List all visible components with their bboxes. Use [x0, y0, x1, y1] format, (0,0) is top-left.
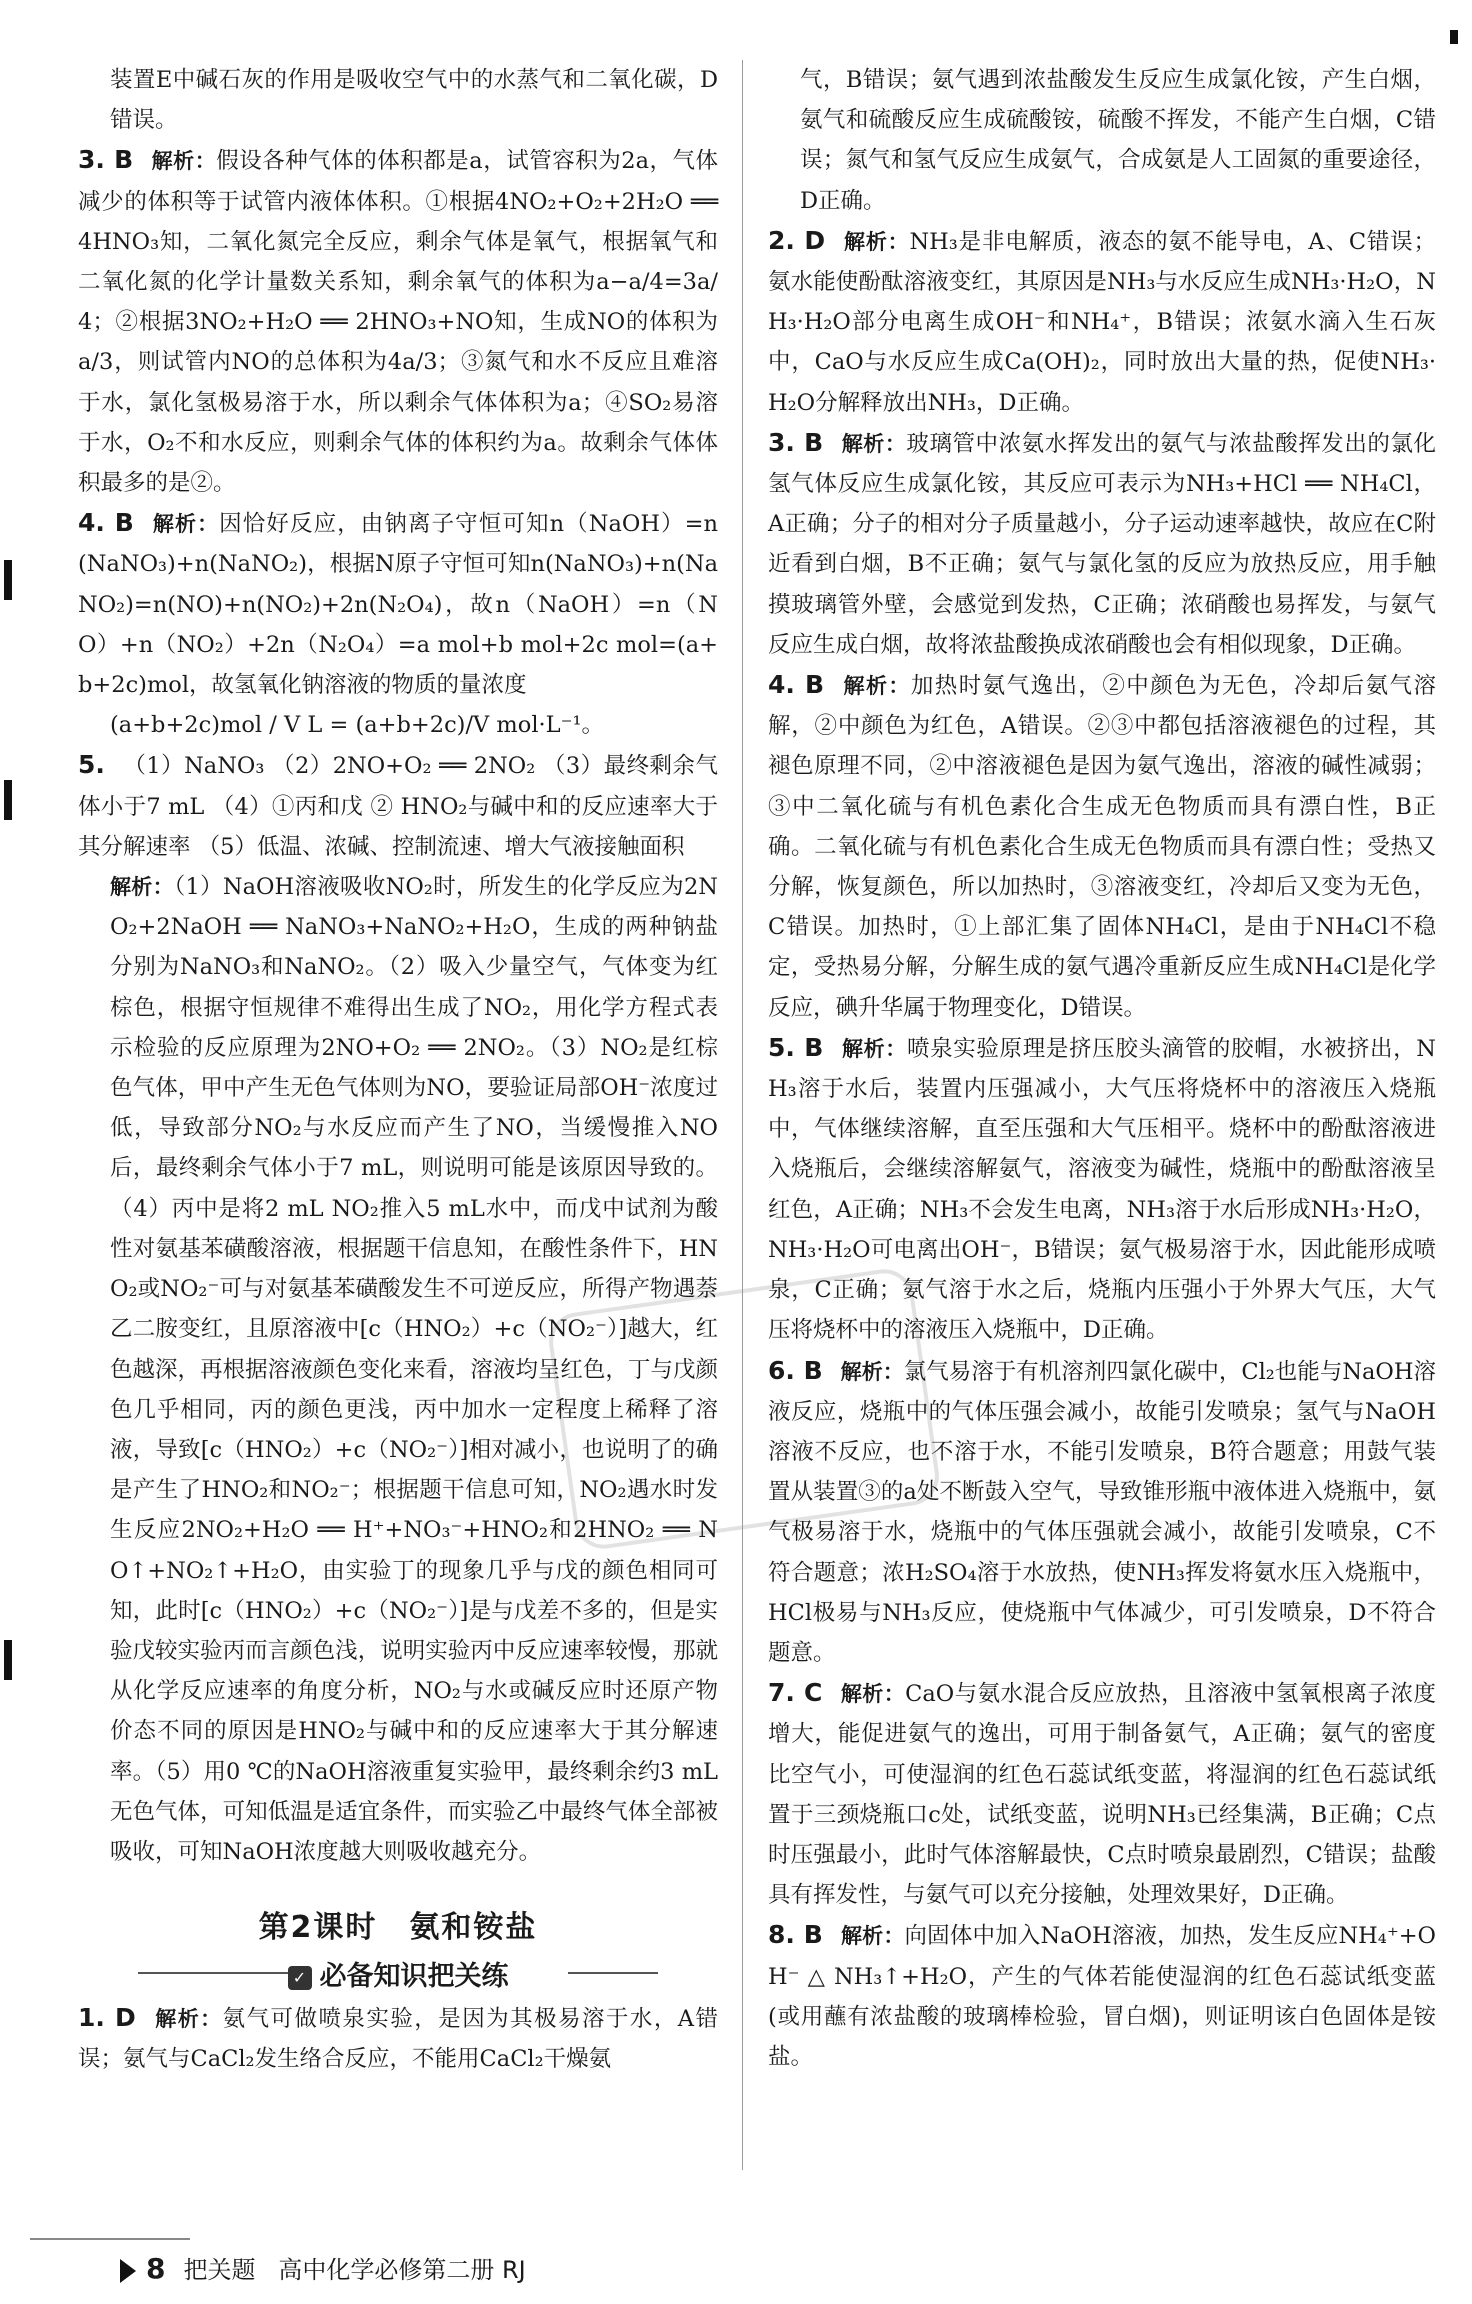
answer-number: 2. D	[768, 225, 826, 255]
answer-number: 6. B	[768, 1355, 823, 1385]
answer-item-7	[768, 1673, 1436, 1915]
analysis-text: 喷泉实验原理是挤压胶头滴管的胶帽，水被挤出，NH₃溶于水后，装置内压强减小，大气压将烧杯中的溶液压入烧瓶中，气体继续溶解，直至压强和大气压相平。烧杯中的酚酞溶液进入烧瓶后，会继续溶解氨气，溶液变为碱性，烧瓶中的酚酞溶液呈红色，A正确；NH₃不会发生电离，NH₃溶于水后形成NH₃·H₂O，NH₃·H₂O可电离出OH⁻，B错误；氨气极易溶于水，因此能形成喷泉，C正确；氨气溶于水之后，烧瓶内压强小于外界大气压，大气压将烧杯中的溶液压入烧瓶中，D正确。	[768, 1035, 1436, 1344]
answer-number: 5.	[78, 750, 105, 780]
answer-number: 3. B	[768, 427, 824, 457]
analysis-tag: 解析：	[843, 229, 910, 254]
analysis-tag: 解析：	[151, 512, 220, 537]
concentration-formula: (a+b+2c)mol / V L = (a+b+2c)/V mol·L⁻¹。	[110, 712, 605, 739]
lesson-title: 第2课时 氨和铵盐	[258, 1910, 538, 1946]
book-name: 把关题	[183, 2256, 256, 2284]
page-footer	[120, 2250, 526, 2285]
right-column	[768, 60, 1436, 2077]
analysis-tag: 解析：	[840, 1359, 904, 1384]
answer-text: （1）NaNO₃ （2）2NO+O₂ ══ 2NO₂ （3）最终剩余气体小于7 mL （4）①丙和戊 ② HNO₂与碱中和的反应速率大于其分解速率 （5）低温、浓碱、控制流速、增大气液接触面积	[78, 753, 718, 860]
answer-item-5	[78, 745, 718, 867]
analysis-tag: 解析：	[153, 2007, 223, 2032]
divider	[568, 1972, 658, 1974]
checklist-icon: ✓	[288, 1966, 312, 1990]
analysis-text: 氯气易溶于有机溶剂四氯化碳中，Cl₂也能与NaOH溶液反应，烧瓶中的气体压强会减小，故能引发喷泉；氢气与NaOH溶液不反应，也不溶于水，不能引发喷泉，B符合题意；用鼓气装置从装置③的a处不断鼓入空气，导致锥形瓶中液体进入烧瓶中，氨气极易溶于水，烧瓶中的气体压强就会减小，故能引发喷泉，C不符合题意；浓H₂SO₄溶于水放热，使NH₃挥发将氨水压入烧瓶中，HCl极易与NH₃反应，使烧瓶中气体减少，可引发喷泉，D不符合题意。	[768, 1358, 1437, 1666]
analysis-text: 玻璃管中浓氨水挥发出的氨气与浓盐酸挥发出的氯化氢气体反应生成氯化铵，其反应可表示为NH₃+HCl ══ NH₄Cl，A正确；分子的相对分子质量越小，分子运动速率越快，故应在C附近看到白烟，B不正确；氨气与氯化氢的反应为放热反应，用手触摸玻璃管外壁，会感觉到发热，C正确；浓硝酸也易挥发，与氨气反应生成白烟，故将浓盐酸换成浓硝酸也会有相似现象，D正确。	[768, 430, 1436, 658]
footer-rule	[30, 2238, 190, 2240]
analysis-tag: 解析：	[842, 674, 911, 699]
answer-item-6	[768, 1351, 1436, 1674]
answer-number: 8. B	[768, 1920, 823, 1950]
analysis-tag: 解析：	[841, 1036, 907, 1061]
analysis-text: 加热时氨气逸出，②中颜色为无色，冷却后氨气溶解，②中颜色为红色，A错误。②③中都包括溶液褪色的过程，其褪色原理不同，②中溶液褪色是因为氨气逸出，溶液的碱性减弱；③中二氧化硫与有机色素化合生成无色物质而具有漂白性，B正确。二氧化硫与有机色素化合生成无色物质而具有漂白性；受热又分解，恢复颜色，所以加热时，③溶液变红，冷却后又变为无色，C错误。加热时，①上部汇集了固体NH₄Cl，是由于NH₄Cl不稳定，受热易分解，分解生成的氨气遇冷重新反应生成NH₄Cl是化学反应，碘升华属于物理变化，D错误。	[768, 673, 1436, 1021]
analysis-text: NH₃是非电解质，液态的氨不能导电，A、C错误；氨水能使酚酞溶液变红，其原因是NH₃与水反应生成NH₃·H₂O，NH₃·H₂O部分电离生成OH⁻和NH₄⁺，B错误；浓氨水滴入生石灰中，CaO与水反应生成Ca(OH)₂，同时放出大量的热，促使NH₃·H₂O分解释放出NH₃，D正确。	[768, 228, 1437, 416]
analysis-text: （1）NaOH溶液吸收NO₂时，所发生的化学反应为2NO₂+2NaOH ══ NaNO₃+NaNO₂+H₂O，生成的两种钠盐分别为NaNO₃和NaNO₂。（2）吸入少量空气，气体变为红棕色，根据守恒规律不难得出生成了NO₂，用化学方程式表示检验的反应原理为2NO+O₂ ══ 2NO₂。（3）NO₂是红棕色气体，甲中产生无色气体则为NO，要验证局部OH⁻浓度过低，导致部分NO₂与水反应而产生了NO，当缓慢推入NO后，最终剩余气体小于7 mL，则说明可能是该原因导致的。（4）丙中是将2 mL NO₂推入5 mL水中，而戊中试剂为酸性对氨基苯磺酸溶液，根据题干信息知，在酸性条件下，HNO₂或NO₂⁻可与对氨基苯磺酸发生不可逆反应，所得产物遇萘乙二胺变红，且原溶液中[c（HNO₂）+c（NO₂⁻）]越大，红色越深，再根据溶液颜色变化来看，溶液均呈红色，丁与戊颜色几乎相同，丙的颜色更浅，丙中加水一定程度上稀释了溶液，导致[c（HNO₂）+c（NO₂⁻）]相对减小，也说明了的确是产生了HNO₂和NO₂⁻；根据题干信息可知，NO₂遇水时发生反应2NO₂+H₂O ══ H⁺+NO₃⁻+HNO₂和2HNO₂ ══ NO↑+NO₂↑+H₂O，由实验丁的现象几乎与戊的颜色相同可知，此时[c（HNO₂）+c（NO₂⁻）]是与戊差不多的，但是实验戊较实验丙而言颜色浅，说明实验丙中反应速率较慢，那就从化学反应速率的角度分析，NO₂与水或碱反应时还原产物价态不同的原因是HNO₂与碱中和的反应速率大于其分解速率。（5）用0 ℃的NaOH溶液重复实验甲，最终剩余约3 mL无色气体，可知低温是适宜条件，而实验乙中最终气体全部被吸收，可知NaOH浓度越大则吸收越充分。	[110, 874, 718, 1865]
answer-item-3	[768, 423, 1436, 665]
right-continuation: 气，B错误；氨气遇到浓盐酸发生反应生成氯化铵，产生白烟，氨气和硫酸反应生成硫酸铵，硫酸不挥发，不能产生白烟，C错误；氮气和氢气反应生成氨气，合成氨是人工固氮的重要途径，D正确。	[800, 67, 1436, 214]
analysis-tag: 解析：	[841, 431, 907, 456]
answer-item-4	[768, 665, 1436, 1028]
answer-item-8	[768, 1915, 1436, 2077]
answer-number: 5. B	[768, 1032, 824, 1062]
answer-item-5-analysis	[78, 867, 718, 1872]
answer-item-5	[768, 1028, 1436, 1351]
analysis-text: 假设各种气体的体积都是a，试管容积为2a，气体减少的体积等于试管内液体体积。①根据4NO₂+O₂+2H₂O ══ 4HNO₃知，二氧化氮完全反应，剩余气体是氧气，根据氧气和二氧化氮的化学计量数关系知，剩余氧气的体积为a−a/4=3a/4；②根据3NO₂+H₂O ══ 2HNO₃+NO知，生成NO的体积为a/3，则试管内NO的总体积为4a/3；③氮气和水不反应且难溶于水，氯化氢极易溶于水，所以剩余气体体积为a；④SO₂易溶于水，O₂不和水反应，则剩余气体的体积约为a。故剩余气体体积最多的是②。	[78, 148, 718, 497]
play-arrow-icon	[120, 2259, 136, 2283]
section-title-text: 必备知识把关练	[319, 1961, 509, 1993]
left-column	[78, 60, 718, 2080]
page-number: 8	[146, 2252, 166, 2285]
edge-mark	[4, 560, 12, 600]
analysis-text: 氨气可做喷泉实验，是因为其极易溶于水，A错误；氨气与CaCl₂发生络合反应，不能用CaCl₂干燥氨	[78, 2006, 719, 2073]
analysis-tag: 解析：	[840, 1924, 905, 1949]
analysis-text: CaO与氨水混合反应放热，且溶液中氢氧根离子浓度增大，能促进氨气的逸出，可用于制备氨气，A正确；氨气的密度比空气小，可使湿润的红色石蕊试纸变蓝，将湿润的红色石蕊试纸置于三颈烧瓶口c处，试纸变蓝，说明NH₃已经集满，B正确；C点时压强最小，此时气体溶解最快，C点时喷泉最剧烈，C错误；盐酸具有挥发性，与氨气可以充分接触，处理效果好，D正确。	[768, 1681, 1436, 1909]
section-header	[78, 1952, 718, 1992]
answer-item-3	[78, 140, 718, 503]
analysis-tag: 解析：	[840, 1682, 906, 1707]
answer-number: 4. B	[768, 670, 825, 700]
answer-number: 7. C	[768, 1678, 823, 1708]
answer-item-2	[768, 221, 1436, 423]
answer-number: 1. D	[78, 2003, 136, 2033]
analysis-text: 因恰好反应，由钠离子守恒可知n（NaOH）=n(NaNO₃)+n(NaNO₂)，根据N原子守恒可知n(NaNO₃)+n(NaNO₂)=n(NO)+n(NO₂)+2n(N₂O₄)，故n（NaOH）=n（NO）+n（NO₂）+2n（N₂O₄）=a mol+b mol+2c mol=(a+b+2c)mol，故氢氧化钠溶液的物质的量浓度	[78, 511, 718, 699]
edge-mark	[4, 780, 12, 820]
edge-mark	[4, 1640, 12, 1680]
answer-item-1	[78, 1998, 718, 2079]
corner-mark	[1450, 30, 1458, 44]
analysis-tag: 解析：	[151, 149, 217, 174]
left-continuation: 装置E中碱石灰的作用是吸收空气中的水蒸气和二氧化碳，D错误。	[110, 67, 718, 134]
analysis-text: 向固体中加入NaOH溶液，加热，发生反应NH₄⁺+OH⁻ △ NH₃↑+H₂O，产生的气体若能使湿润的红色石蕊试纸变蓝(或用蘸有浓盐酸的玻璃棒检验，冒白烟)，则证明该白色固体是铵盐。	[768, 1923, 1436, 2070]
book-subtitle: 高中化学必修第二册 RJ	[278, 2256, 526, 2284]
answer-item-4	[78, 503, 718, 705]
answer-number: 4. B	[78, 508, 134, 538]
column-divider	[742, 60, 743, 2170]
answer-number: 3. B	[78, 145, 134, 175]
analysis-tag: 解析：	[110, 875, 174, 900]
